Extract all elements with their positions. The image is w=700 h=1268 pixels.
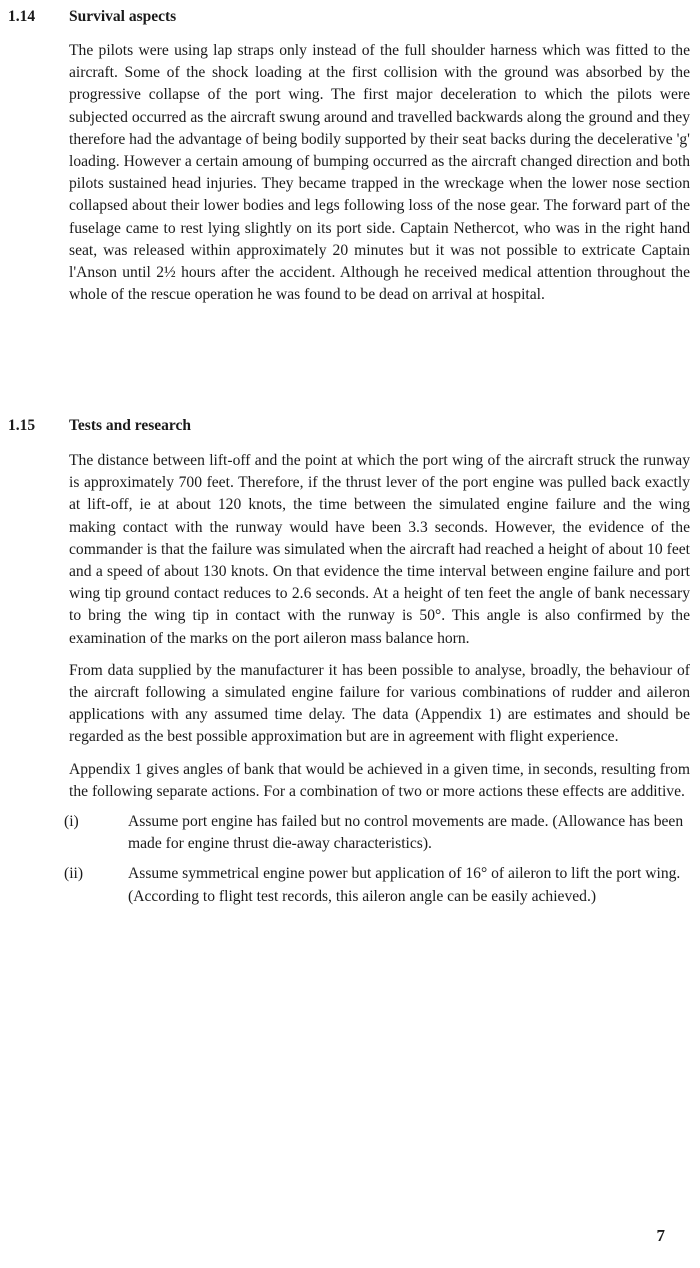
section-title: Tests and research <box>69 417 192 434</box>
paragraph: The distance between lift-off and the point at which the port wing of the aircraft struck the runway is approximately 700 feet. Therefore, if the thrust lever of the port engine was pulled back exactly at lift-off, ie at about 120 knots, the time between the simulated engine failure and the wing making contact with the runway would have been 3.3 seconds. However, the evidence of the commander is that the failure was simulated when the aircraft had reached a height of about 10 feet and a speed of about 130 knots. On that evidence the time interval between engine failure and port wing tip ground contact reduces to 2.6 seconds. At a height of ten feet the angle of bank necessary to bring the wing tip in contact with the runway is 50°. This angle is also confirmed by the examination of the marks on the port aileron mass balance horn. <box>69 452 690 647</box>
paragraph: From data supplied by the manufacturer it has been possible to analyse, broadly, the behaviour of the aircraft following a simulated engine failure for various combinations of rudder and aileron applications with any assumed time delay. The data (Appendix 1) are estimates and should be regarded as the best possible approximation but are in agreement with flight experience. <box>69 661 690 746</box>
section-tests-and-research <box>0 415 700 908</box>
section-survival-aspects <box>0 6 700 306</box>
list-item <box>54 863 686 907</box>
section-number: 1.15 <box>8 417 36 434</box>
section-heading <box>0 6 700 28</box>
list-item <box>54 811 686 855</box>
paragraph: The pilots were using lap straps only instead of the full shoulder harness which was fitted to the aircraft. Some of the shock loading at the first collision with the ground was absorbed by the progressive collapse of the port wing. The first major deceleration to which the pilots were subjected occurred as the aircraft swung around and travelled backwards along the ground and they therefore had the advantage of being bodily supported by their seat backs during the decelerative 'g' loading. However a certain amoung of bumping occurred as the aircraft changed direction and both pilots sustained head injuries. They became trapped in the wreckage when the lower nose section collapsed about their lower bodies and legs following loss of the nose gear. The forward part of the fuselage came to rest lying slightly on its port side. Captain Nethercot, who was in the right hand seat, was released within approximately 20 minutes but it was not possible to extricate Captain l'Anson until 2½ hours after the accident. Although he received medical attention throughout the whole of the rescue operation he was found to be dead on arrival at hospital. <box>69 42 690 304</box>
paragraph: Appendix 1 gives angles of bank that would be achieved in a given time, in seconds, resulting from the following separate actions. For a combination of two or more actions these effects are additive. <box>69 760 690 800</box>
section-heading <box>0 415 700 437</box>
section-number: 1.14 <box>8 8 36 25</box>
list-item-label: (ii) <box>64 865 84 883</box>
list-item-text: Assume port engine has failed but no control movements are made. (Allowance has been made for engine thrust die-away characteristics). <box>128 813 684 853</box>
page-number: 7 <box>656 1226 665 1245</box>
assumption-list <box>54 811 686 908</box>
section-title: Survival aspects <box>69 8 177 25</box>
list-item-text: Assume symmetrical engine power but application of 16° of aileron to lift the port wing. (According to flight test records, this aileron angle can be easily achieved.) <box>128 865 681 905</box>
list-item-label: (i) <box>64 813 79 831</box>
